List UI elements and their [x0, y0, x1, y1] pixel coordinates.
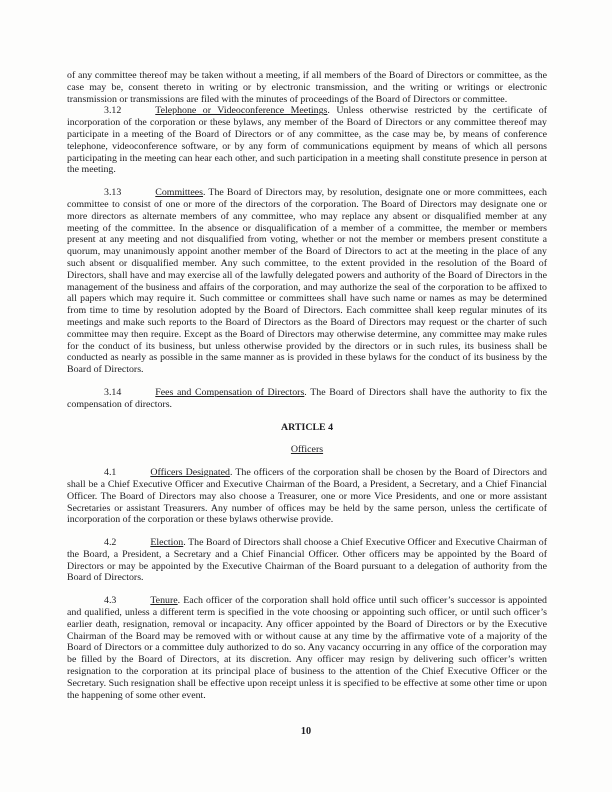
section-paragraph-4-3 — [67, 595, 547, 701]
section-paragraph-4-2 — [67, 537, 547, 584]
page-number: 10 — [300, 726, 312, 737]
heading-separator: . — [327, 105, 337, 117]
section-heading: Officers Designated — [150, 467, 230, 479]
section-body: The Board of Directors shall choose a Chief Executive Officer and Executive Chairman of the Board, a President, a Secretary and a Chief Financial Officer. Other officers may be appointed by the Board of Directors or may be appointed by the Executive Chairman of the Board pursuant to a delegation of authority from the Board of Directors. — [67, 537, 547, 584]
section-paragraph-4-1 — [67, 467, 547, 526]
continuation-paragraph: of any committee thereof may be taken without a meeting, if all members of the Board of Directors or committee, as the case may be, consent thereto in writing or by electronic transmission, and the writing or writings or electronic transmission or transmissions are filed with the minutes of proceedings of the Board of Directors or committee. — [67, 70, 547, 105]
article-subtitle-text: Officers — [290, 444, 324, 456]
section-heading: Fees and Compensation of Directors — [155, 386, 305, 398]
section-paragraph-3-13 — [67, 187, 547, 376]
section-body: The Board of Directors may, by resolution, designate one or more committees, each committee to consist of one or more of the directors of the corporation. The Board of Directors may designate one or more directors as alternate members of any committee, who may replace any absent or disqualified member at any meeting of the committee. In the absence or disqualification of a member of a committee, the member or members present at any meeting and not disqualified from voting, whether or not the member or members present constitute a quorum, may unanimously appoint another member of the Board of Directors to act at the meeting in the place of any such absent or disqualified member. Any such committee, to the extent provided in the resolution of the Board of Directors, shall have and may exercise all of the lawfully delegated powers and authority of the Board of Directors in the management of the business and affairs of the corporation, and may authorize the seal of the corporation to be affixed to all papers which may require it. Such committee or committees shall have such name or names as may be determined from time to time by resolution adopted by the Board of Directors. Each committee shall keep regular minutes of its meetings and make such reports to the Board of Directors as the Board of Directors may request or the charter of such committee may then require. Except as the Board of Directors may otherwise determine, any committee may make rules for the conduct of its business, but unless otherwise provided by the directors or in such rules, its business shall be conducted as nearly as possible in the same manner as is provided in these bylaws for the conduct of its business by the Board of Directors. — [67, 187, 547, 376]
page-body-text — [67, 70, 547, 712]
section-heading: Election — [150, 537, 184, 549]
section-paragraph-3-14 — [67, 387, 547, 411]
section-body: The officers of the corporation shall be chosen by the Board of Directors and shall be a Chief Executive Officer and Executive Chairman of the Board, a President, a Secretary, and a Chief Financial Officer. The Board of Directors may also choose a Treasurer, one or more Vice Presidents, and one or more assistant Secretaries or assistant Treasurers. Any number of offices may be held by the same person, unless the certificate of incorporation of the corporation or these bylaws otherwise provide. — [67, 467, 547, 526]
heading-separator: . — [230, 467, 236, 479]
section-heading: Telephone or Videoconference Meetings — [155, 105, 328, 117]
heading-separator: . — [203, 187, 209, 199]
section-body: The Board of Directors shall have the authority to fix the compensation of directors. — [67, 386, 547, 410]
heading-separator: . — [177, 595, 184, 607]
section-number: 3.14 — [104, 386, 122, 398]
heading-separator: . — [304, 386, 311, 398]
article-title: ARTICLE 4 — [280, 421, 334, 433]
section-number: 3.13 — [104, 187, 122, 199]
article-subtitle — [67, 444, 547, 456]
section-number: 4.1 — [104, 467, 117, 479]
heading-separator: . — [183, 537, 189, 549]
section-body: Unless otherwise restricted by the certificate of incorporation of the corporation or these bylaws, any member of the Board of Directors or any committee thereof may participate in a meeting of the Board of Directors or of any committee, as the case may be, by means of conference telephone, videoconference software, or by any form of communications equipment by means of which all persons participating in the meeting can hear each other, and such participation in a meeting shall constitute presence in person at the meeting. — [67, 105, 547, 176]
section-heading: Committees — [155, 187, 204, 199]
section-number: 4.2 — [104, 537, 117, 549]
section-number: 4.3 — [104, 595, 117, 607]
section-paragraph-3-12 — [67, 105, 547, 176]
section-number: 3.12 — [104, 105, 122, 117]
section-heading: Tenure — [150, 595, 178, 607]
section-body: Each officer of the corporation shall hold office until such officer’s successor is appointed and qualified, unless a different term is specified in the vote choosing or appointing such officer, or until such officer’s earlier death, resignation, removal or incapacity. Any officer appointed by the Board of Directors or by the Executive Chairman of the Board may be removed with or without cause at any time by the affirmative vote of a majority of the Board of Directors or a committee duly authorized to do so. Any vacancy occurring in any office of the corporation may be filled by the Board of Directors, at its discretion. Any officer may resign by delivering such officer’s written resignation to the corporation at its principal place of business to the attention of the Chief Executive Officer or the Secretary. Such resignation shall be effective upon receipt unless it is specified to be effective at some other time or upon the happening of some other event. — [67, 595, 547, 701]
